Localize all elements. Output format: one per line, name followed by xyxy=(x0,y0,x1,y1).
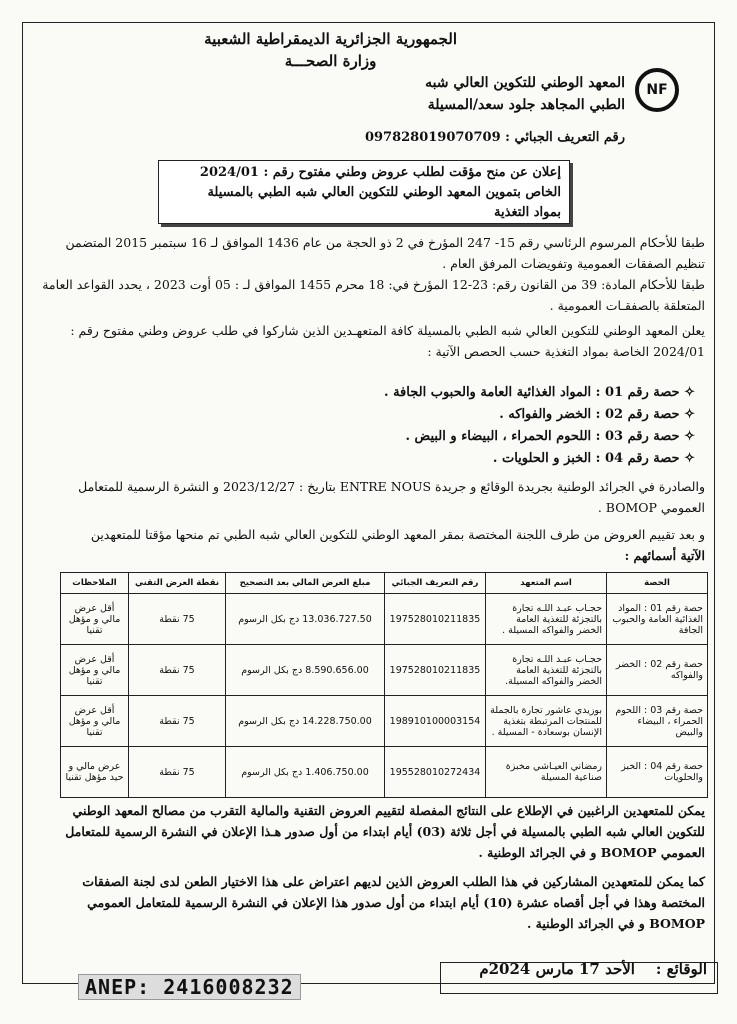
footer-publication xyxy=(479,960,707,978)
cell-bidder: بوزيدي عاشور تجارة بالجملة للمنتجات المرتبطة بتغذية الإنسان بوسعادة - المسيلة . xyxy=(486,696,607,747)
paragraph-4a: والصادرة في الجرائد الوطنية بجريدة الوقائع و جريدة ENTRE NOUS بتاريخ : 2023/12/27 و النشرة الرسمية للمتعامل xyxy=(78,479,705,494)
institute-name xyxy=(425,72,625,116)
institute-logo xyxy=(635,68,679,112)
lot-item: ✧ حصة رقم 03 : اللحوم الحمراء ، البيضاء و البيض . xyxy=(405,429,695,444)
table-header-row xyxy=(61,573,708,594)
paragraph-1b: تنظيم الصفقات العمومية وتفويضات المرفق العام . xyxy=(442,256,705,271)
header-top xyxy=(204,28,457,72)
cell-lot: حصة رقم 03 : اللحوم الحمراء ، البيضاء والبيض xyxy=(607,696,708,747)
publication-date: الأحد 17 مارس 2024م xyxy=(479,960,635,978)
cell-remarks: أقل عرض مالي و مؤهل تقنيا xyxy=(61,594,129,645)
legal-basis xyxy=(35,232,705,362)
lots-list xyxy=(55,382,695,470)
cell-fiscal-id: 197528010211835 xyxy=(385,645,486,696)
table-row xyxy=(61,747,708,798)
cell-fiscal-id: 195528010272434 xyxy=(385,747,486,798)
closing-paragraphs xyxy=(35,800,705,934)
cell-tech-score: 75 نقطة xyxy=(129,696,226,747)
paragraph-5b: الآتية أسمائهم : xyxy=(624,548,705,563)
header-amount: مبلغ العرض المالي بعد التصحيح xyxy=(226,573,385,594)
cell-tech-score: 75 نقطة xyxy=(129,747,226,798)
cell-tech-score: 75 نقطة xyxy=(129,645,226,696)
award-table xyxy=(60,572,708,798)
paragraph-4b: العمومي BOMOP . xyxy=(597,500,705,515)
newspaper-name: الوقائع : xyxy=(655,960,707,978)
cell-remarks: أقل عرض مالي و مؤهل تقنيا xyxy=(61,645,129,696)
cell-amount: 13.036.727.50 دج بكل الرسوم xyxy=(226,594,385,645)
cell-fiscal-id: 198910100003154 xyxy=(385,696,486,747)
notice-line1: إعلان عن منح مؤقت لطلب عروض وطني مفتوح رقم : 2024/01 xyxy=(199,165,561,180)
table-row xyxy=(61,645,708,696)
logo-text: NF xyxy=(646,82,668,98)
cell-bidder: حجـاب عبـد اللـه تجارة بالتجزئة للتغذية العامة الخضر والفواكه المسيلة . xyxy=(486,594,607,645)
header-remarks: الملاحظات xyxy=(61,573,129,594)
paragraph-7c: BOMOP و في الجرائد الوطنية . xyxy=(526,916,705,931)
paragraph-3b: 2024/01 الخاصة بمواد التغذية حسب الحصص الآتية : xyxy=(427,344,705,359)
paragraph-3a: يعلن المعهد الوطني للتكوين العالي شبه الطبي بالمسيلة كافة المتعهـدين الذين شاركوا في طلب عروض وطني مفتوح رقم : xyxy=(70,323,705,338)
publication-info xyxy=(35,476,705,566)
lot-item: ✧ حصة رقم 01 : المواد الغذائية العامة والحبوب الجافة . xyxy=(384,385,695,400)
paragraph-7a: كما يمكن للمتعهدين المشاركين في هذا الطلب العروض الذين لديهم اعتراض على هذا الاختيار الطعن لدى لجنة الصفقات xyxy=(82,874,705,889)
table-row xyxy=(61,594,708,645)
fiscal-id-label: رقم التعريف الجبائي : xyxy=(505,130,625,145)
cell-tech-score: 75 نقطة xyxy=(129,594,226,645)
paragraph-1a: طبقا للأحكام المرسوم الرئاسي رقم 15- 247 المؤرخ في 2 ذو الحجة من عام 1436 الموافق لـ 16 سبتمبر 2015 المتضمن xyxy=(65,235,705,250)
lot-item: ✧ حصة رقم 02 : الخضر والفواكه . xyxy=(499,407,695,422)
fiscal-id xyxy=(365,130,625,145)
cell-lot: حصة رقم 01 : المواد الغذائية العامة والحبوب الجافة xyxy=(607,594,708,645)
republic-title: الجمهورية الجزائرية الديمقراطية الشعبية xyxy=(204,30,457,48)
lot-item: ✧ حصة رقم 04 : الخبز و الحلويات . xyxy=(492,451,695,466)
cell-bidder: حجـاب عبـد اللـه تجارة بالتجزئة للتغذية العامة الخضر والفواكه المسيلة. xyxy=(486,645,607,696)
cell-bidder: رمضاني العيـاشي مخبزة صناعية المسيلة xyxy=(486,747,607,798)
cell-lot: حصة رقم 02 : الخضر والفواكه xyxy=(607,645,708,696)
fiscal-id-value: 097828019070709 xyxy=(364,130,501,145)
paragraph-6b: للتكوين العالي شبه الطبي بالمسيلة في أجل ثلاثة (03) أيام ابتداء من أول صدور هـذا الإعلان في النشرة الرسمية للمتعامل xyxy=(65,824,705,839)
notice-line2: الخاص بتموين المعهد الوطني للتكوين العالي شبه الطبي بالمسيلة xyxy=(207,185,561,200)
cell-lot: حصة رقم 04 : الخبز والحلويات xyxy=(607,747,708,798)
header-lot: الحصة xyxy=(607,573,708,594)
paragraph-6a: يمكن للمتعهدين الراغبين في الإطلاع على النتائج المفصلة لتقييم العروض التقنية والمالية التقرب من مصالح المعهد الوطني xyxy=(72,803,705,818)
institute-line1: المعهد الوطني للتكوين العالي شبه xyxy=(425,75,625,91)
notice-title-box xyxy=(158,160,570,224)
notice-line3: بمواد التغذية xyxy=(494,205,561,220)
cell-remarks: عرض مالي و حيد مؤهل تقنيا xyxy=(61,747,129,798)
paragraph-2a: طبقا للأحكام المادة: 39 من القانون رقم: 23-12 المؤرخ في: 18 محرم 1455 الموافق لـ : 05 أوت 2023 ، يحدد القواعد العامة xyxy=(42,277,705,292)
paragraph-6c: العمومي BOMOP و في الجرائد الوطنية . xyxy=(478,845,705,860)
paragraph-7b: المختصة وهذا في أجل أقصاه عشرة (10) أيام ابتداء من أول صدور هذا الإعلان في النشرة الرسمية للمتعامل العمومي xyxy=(87,895,705,910)
institute-line2: الطبي المجاهد جلود سعد/المسيلة xyxy=(427,97,625,113)
header-bidder: اسم المتعهد xyxy=(486,573,607,594)
cell-amount: 14.228.750.00 دج بكل الرسوم xyxy=(226,696,385,747)
ministry-title: وزارة الصحـــة xyxy=(284,52,377,70)
header-fiscal-id: رقم التعريف الجبائي xyxy=(385,573,486,594)
cell-remarks: أقل عرض مالي و مؤهل تقنيا xyxy=(61,696,129,747)
paragraph-5a: و بعد تقييم العروض من طرف اللجنة المختصة بمقر المعهد الوطني للتكوين العالي شبه الطبي تم منحها مؤقتا للمتعهدين xyxy=(90,527,705,542)
header-tech-score: نقطة العرض التقني xyxy=(129,573,226,594)
table-row xyxy=(61,696,708,747)
cell-fiscal-id: 197528010211835 xyxy=(385,594,486,645)
cell-amount: 8.590.656.00 دج بكل الرسوم xyxy=(226,645,385,696)
cell-amount: 1.406.750.00 دج بكل الرسوم xyxy=(226,747,385,798)
paragraph-2b: المتعلقة بالصفقـات العمومية . xyxy=(549,298,705,313)
anep-reference: ANEP: 2416008232 xyxy=(78,974,301,1000)
